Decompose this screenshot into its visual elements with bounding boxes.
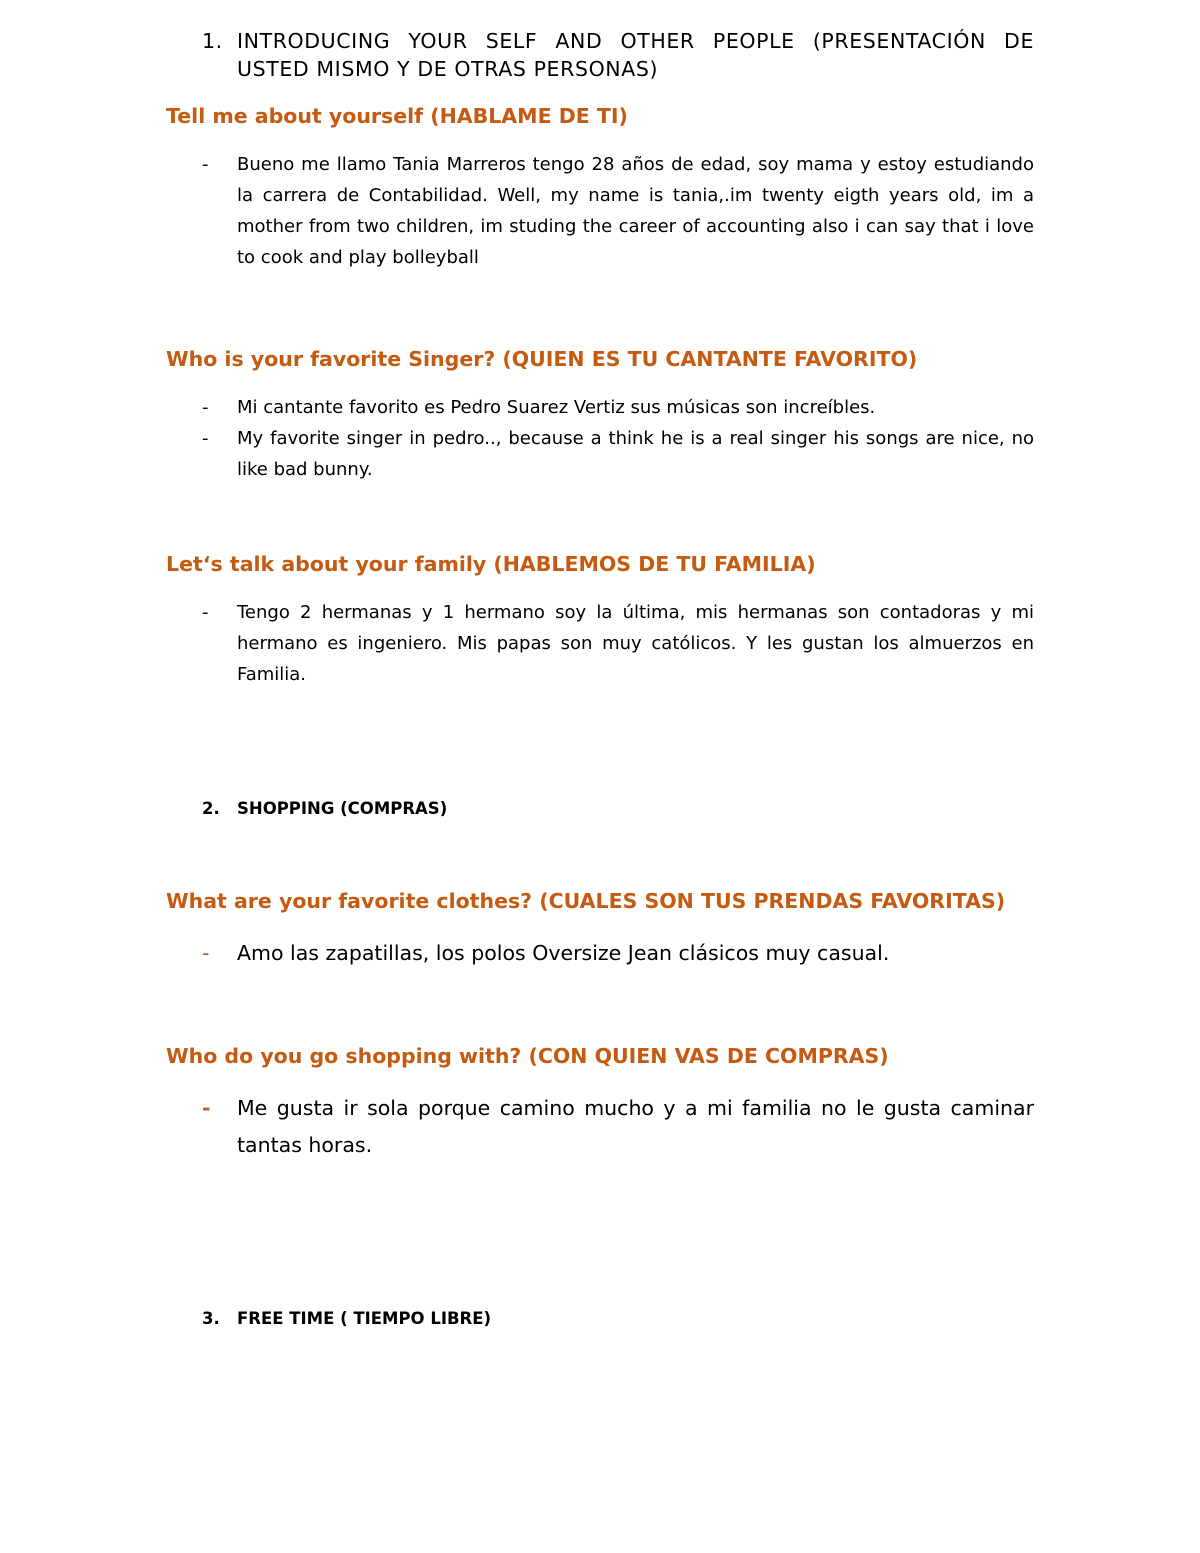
answer-text: Me gusta ir sola porque camino mucho y a mi familia no le gusta caminar tantas horas. bbox=[237, 1096, 1034, 1157]
bullet-dash: - bbox=[202, 154, 209, 175]
answer-text: Tengo 2 hermanas y 1 hermano soy la última, mis hermanas son contadoras y mi hermano es ingeniero. Mis papas son muy católicos. Y les gustan los almuerzos en Familia. bbox=[237, 602, 1034, 685]
answer-favorite-clothes bbox=[202, 935, 1034, 972]
bullet-dash: - bbox=[202, 602, 209, 623]
bullet-dash: - bbox=[202, 428, 209, 449]
section-3-number: 3. bbox=[202, 1309, 220, 1328]
question-heading-favorite-singer: Who is your favorite Singer? (QUIEN ES TU CANTANTE FAVORITO) bbox=[166, 347, 918, 371]
bullet-dash: - bbox=[202, 1096, 211, 1120]
bullet-dash: - bbox=[202, 397, 209, 418]
section-2-title-text: SHOPPING (COMPRAS) bbox=[237, 799, 448, 818]
answer-text: My favorite singer in pedro.., because a think he is a real singer his songs are nice, no like bad bunny. bbox=[237, 428, 1034, 480]
section-3-title-text: FREE TIME ( TIEMPO LIBRE) bbox=[237, 1309, 492, 1328]
answer-text: Mi cantante favorito es Pedro Suarez Vertiz sus músicas son increíbles. bbox=[237, 397, 876, 418]
section-1-title bbox=[202, 27, 1034, 83]
section-2-number: 2. bbox=[202, 799, 220, 818]
answer-family bbox=[202, 597, 1034, 690]
answer-about-yourself bbox=[202, 149, 1034, 273]
question-heading-shopping-with: Who do you go shopping with? (CON QUIEN VAS DE COMPRAS) bbox=[166, 1044, 889, 1068]
question-heading-family: Let‘s talk about your family (HABLEMOS DE TU FAMILIA) bbox=[166, 552, 816, 576]
section-2-title bbox=[202, 798, 1034, 820]
question-heading-about-yourself: Tell me about yourself (HABLAME DE TI) bbox=[166, 104, 628, 128]
bullet-dash: - bbox=[202, 941, 210, 965]
answer-text: Amo las zapatillas, los polos Oversize Jean clásicos muy casual. bbox=[237, 941, 890, 965]
section-3-title bbox=[202, 1308, 1034, 1330]
answer-shopping-with bbox=[202, 1090, 1034, 1164]
question-heading-favorite-clothes: What are your favorite clothes? (CUALES SON TUS PRENDAS FAVORITAS) bbox=[166, 889, 1006, 913]
section-1-number: 1. bbox=[202, 29, 223, 53]
answer-favorite-singer-2 bbox=[202, 423, 1034, 485]
section-1-title-text: INTRODUCING YOUR SELF AND OTHER PEOPLE (PRESENTACIÓN DE USTED MISMO Y DE OTRAS PERSONAS) bbox=[237, 29, 1034, 81]
answer-text: Bueno me llamo Tania Marreros tengo 28 años de edad, soy mama y estoy estudiando la carrera de Contabilidad. Well, my name is tania,.im twenty eigth years old, im a mother from two children, im studing the career of accounting also i can say that i love to cook and play bolleyball bbox=[237, 154, 1034, 268]
answer-favorite-singer-1 bbox=[202, 392, 1034, 423]
